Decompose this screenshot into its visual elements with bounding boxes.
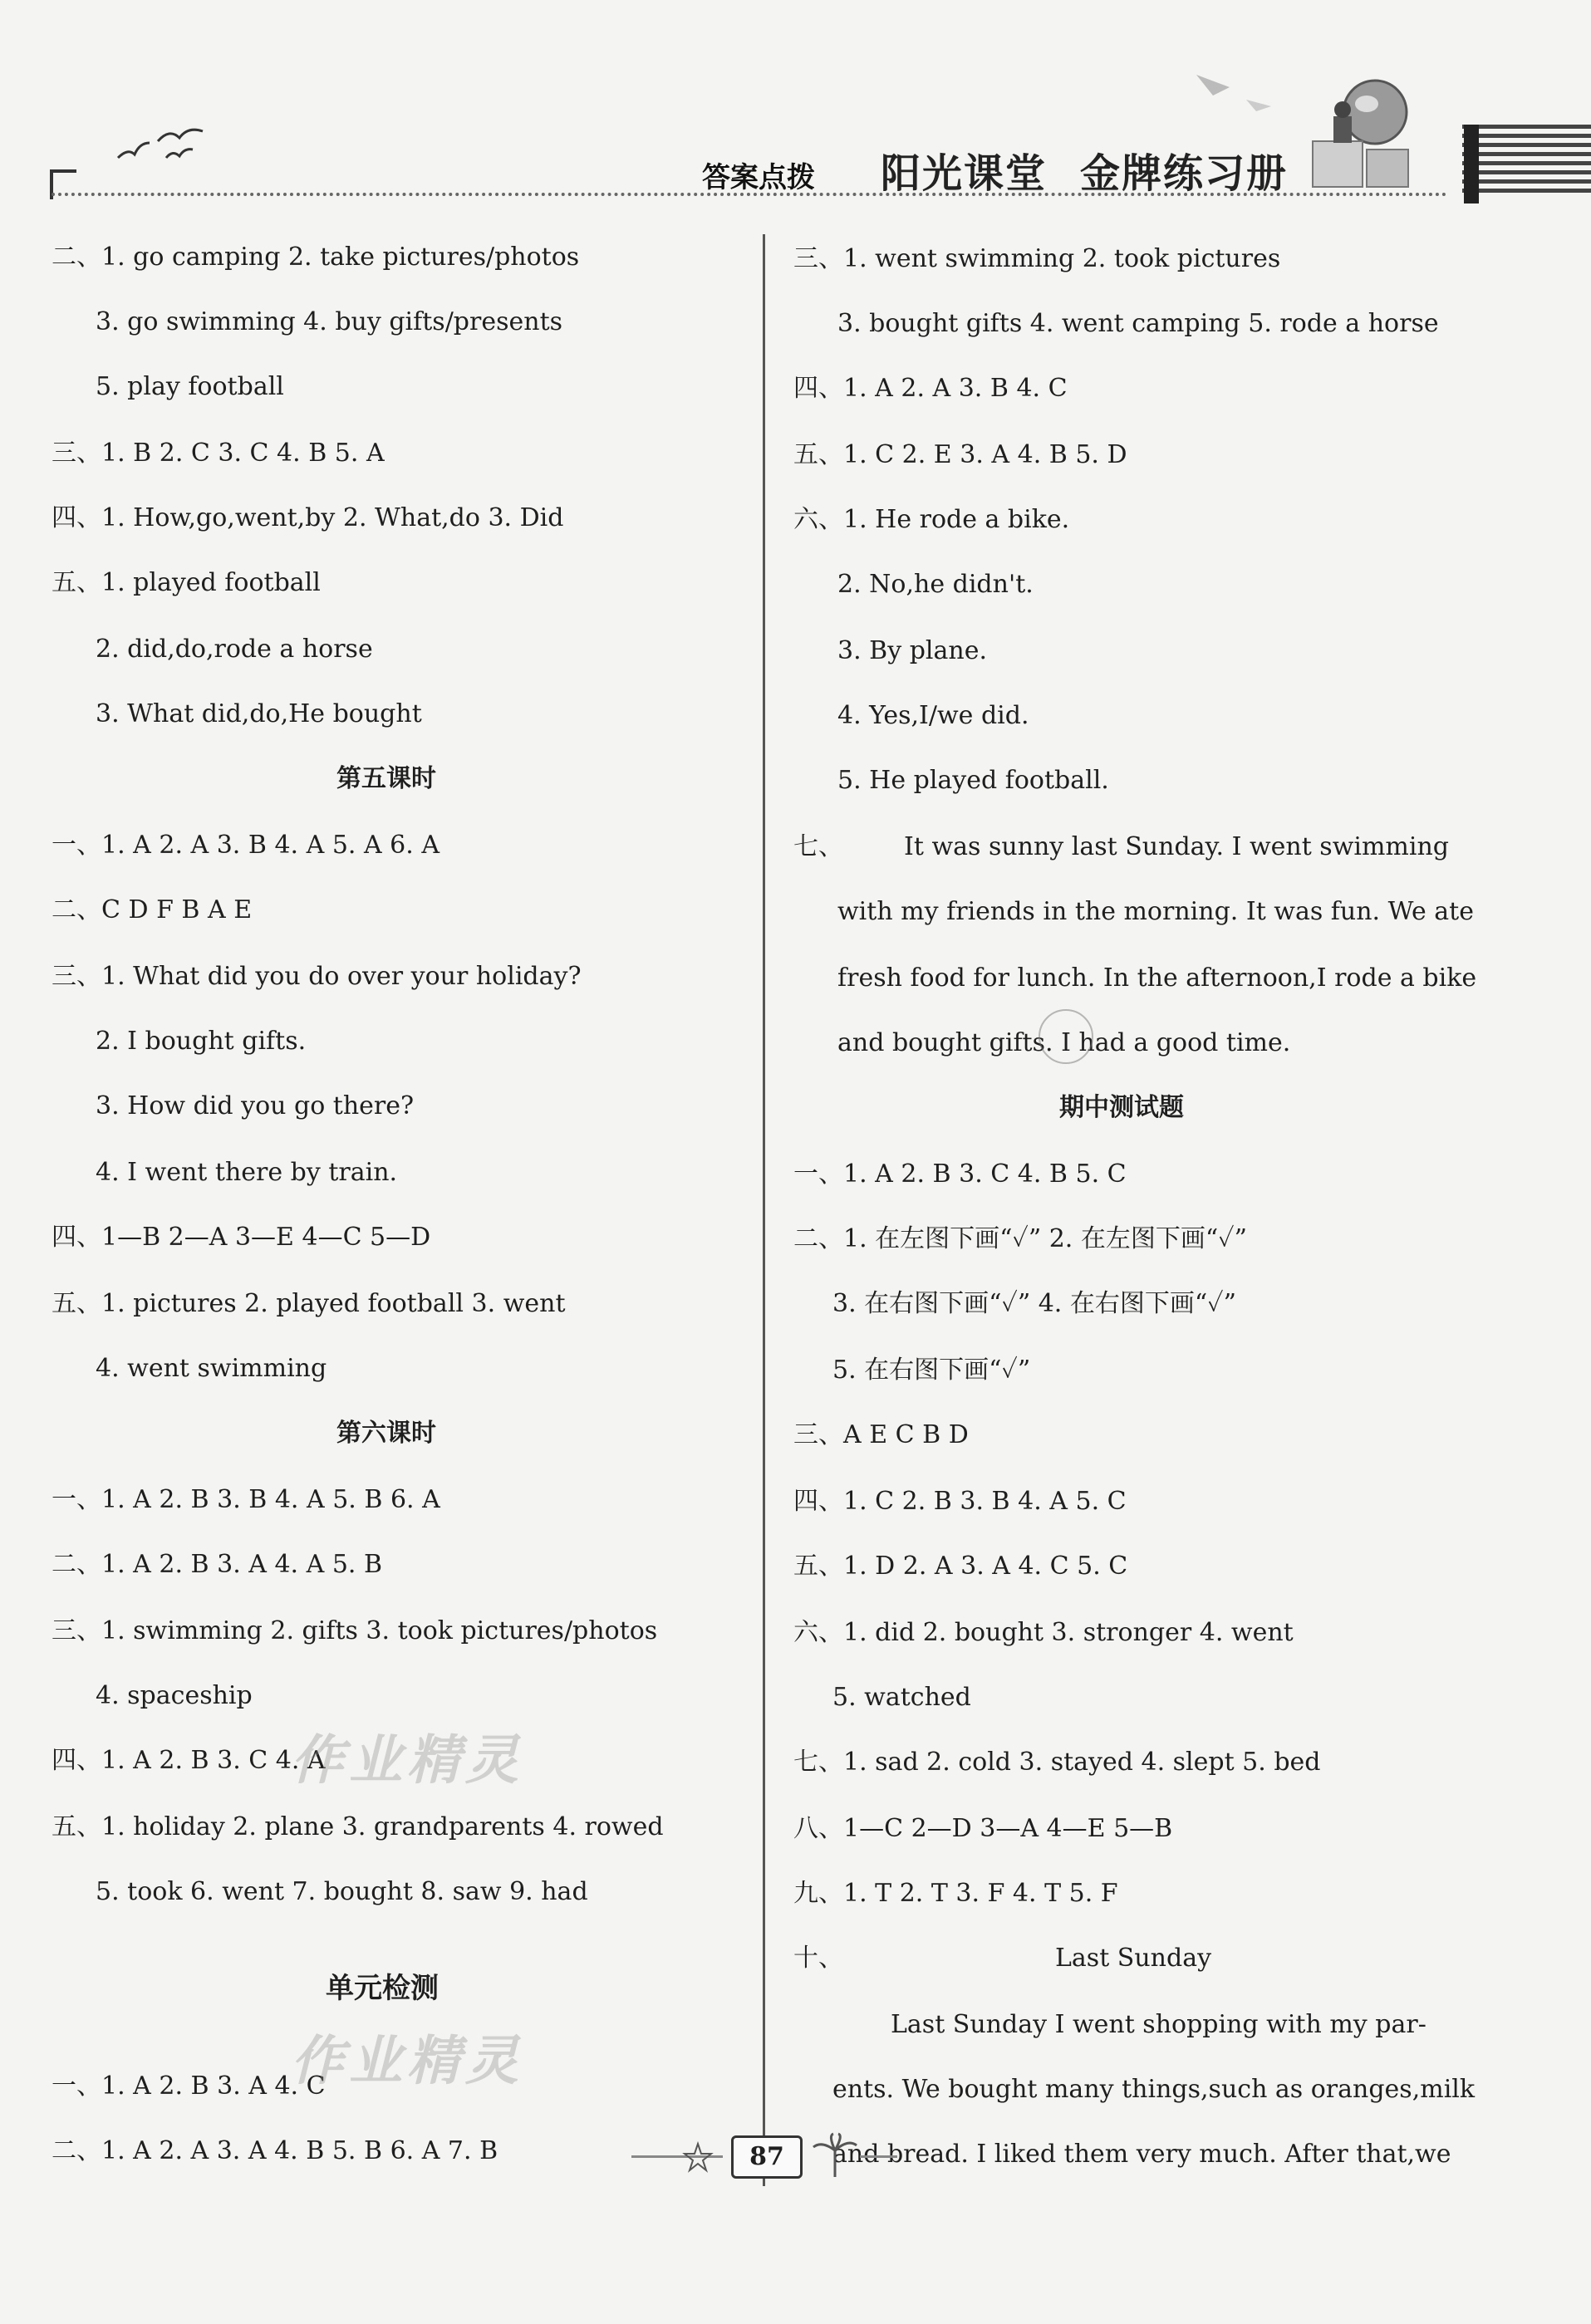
answer-line: 3. How did you go there? xyxy=(96,1091,415,1120)
answer-line: 2. did,do,rode a horse xyxy=(96,635,373,664)
answer-line: 二、C D F B A E xyxy=(52,895,253,924)
essay-line: Last Sunday I went shopping with my par- xyxy=(891,2010,1426,2039)
brand-title-part1: 阳光课堂 xyxy=(881,150,1048,197)
answer-line: 5. He played football. xyxy=(837,766,1109,795)
section-heading: 第五课时 xyxy=(336,764,436,793)
answer-line: 4. went swimming xyxy=(96,1354,327,1383)
answer-line: 3. 在右图下画“✓” 4. 在右图下画“✓” xyxy=(832,1289,1236,1318)
answer-line: 二、1. A 2. A 3. A 4. B 5. B 6. A 7. B xyxy=(52,2136,498,2165)
answer-line: 十、 xyxy=(793,1944,843,1973)
answer-line: 四、1. A 2. A 3. B 4. C xyxy=(793,374,1068,403)
watermark: 作业精灵 xyxy=(291,2030,523,2092)
answer-line: 五、1. C 2. E 3. A 4. B 5. D xyxy=(793,440,1127,469)
answer-line: 一、1. A 2. B 3. C 4. B 5. C xyxy=(793,1160,1127,1189)
answer-line: 2. I bought gifts. xyxy=(96,1027,307,1056)
answer-line: 3. bought gifts 4. went camping 5. rode a horse xyxy=(837,309,1439,338)
answer-line: 3. go swimming 4. buy gifts/presents xyxy=(96,307,563,336)
answer-line: 一、1. A 2. B 3. B 4. A 5. B 6. A xyxy=(52,1485,440,1514)
answer-line: 5. 在右图下画“✓” xyxy=(832,1356,1031,1385)
section-tag: 答案点拨 xyxy=(702,161,815,194)
answer-line: 三、1. swimming 2. gifts 3. took pictures/photos xyxy=(52,1616,658,1645)
answer-line: 一、1. A 2. B 3. A 4. C xyxy=(52,2071,326,2101)
answer-line: 5. took 6. went 7. bought 8. saw 9. had xyxy=(96,1877,588,1906)
answer-line: 七、 xyxy=(793,832,843,861)
answer-line: 一、1. A 2. A 3. B 4. A 5. A 6. A xyxy=(52,831,440,860)
answer-line: 三、A E C B D xyxy=(793,1420,969,1449)
essay-line: It was sunny last Sunday. I went swimming xyxy=(904,832,1449,861)
essay-title: Last Sunday xyxy=(1055,1944,1212,1973)
header-edge-lines xyxy=(1462,125,1591,203)
answer-line: 四、1. C 2. B 3. B 4. A 5. C xyxy=(793,1487,1127,1516)
star-ornament-icon xyxy=(681,2140,714,2174)
stamp-seal-icon xyxy=(1039,1009,1093,1064)
answer-line: 二、1. A 2. B 3. A 4. A 5. B xyxy=(52,1550,383,1579)
page-number: 87 xyxy=(731,2135,803,2179)
header-edge-block xyxy=(1464,125,1479,203)
answer-line: 3. By plane. xyxy=(837,636,987,665)
answer-line: 三、1. What did you do over your holiday? xyxy=(52,962,582,991)
answer-line: 四、1. A 2. B 3. C 4. A xyxy=(52,1746,326,1775)
answer-line: 五、1. pictures 2. played football 3. went xyxy=(52,1289,566,1318)
column-divider xyxy=(763,234,765,2186)
brand-title-part2: 金牌练习册 xyxy=(1080,150,1289,197)
answer-line: 四、1—B 2—A 3—E 4—C 5—D xyxy=(52,1223,431,1252)
section-heading: 期中测试题 xyxy=(1059,1093,1184,1122)
answer-line: 八、1—C 2—D 3—A 4—E 5—B xyxy=(793,1814,1173,1843)
answer-line: 三、1. went swimming 2. took pictures xyxy=(793,244,1281,273)
answer-line: 九、1. T 2. T 3. F 4. T 5. F xyxy=(793,1879,1118,1908)
answer-line: 二、1. go camping 2. take pictures/photos xyxy=(52,243,580,272)
essay-line: and bought gifts. I had a good time. xyxy=(837,1028,1291,1057)
globe-illustration-icon xyxy=(1180,50,1454,199)
answer-line: 4. Yes,I/we did. xyxy=(837,701,1029,730)
answer-line: 3. What did,do,He bought xyxy=(96,699,422,728)
footer-rule-right xyxy=(860,2155,897,2158)
answer-line: 4. I went there by train. xyxy=(96,1158,398,1187)
essay-line: fresh food for lunch. In the afternoon,I rode a bike xyxy=(837,963,1477,993)
essay-line: with my friends in the morning. It was fun. We ate xyxy=(837,897,1474,926)
answer-line: 三、1. B 2. C 3. C 4. B 5. A xyxy=(52,439,385,468)
palm-ornament-icon xyxy=(810,2132,860,2179)
answer-line: 七、1. sad 2. cold 3. stayed 4. slept 5. bed xyxy=(793,1748,1321,1777)
answer-line: 5. watched xyxy=(832,1683,971,1712)
essay-line: ents. We bought many things,such as oranges,milk xyxy=(832,2075,1476,2104)
answer-line: 5. play football xyxy=(96,372,284,401)
answer-line: 2. No,he didn't. xyxy=(837,570,1034,599)
answer-line: 六、1. did 2. bought 3. stronger 4. went xyxy=(793,1618,1294,1647)
birds-icon xyxy=(116,125,208,174)
answer-line: 四、1. How,go,went,by 2. What,do 3. Did xyxy=(52,503,564,532)
section-heading: 单元检测 xyxy=(326,1972,439,2005)
watermark: 作业精灵 xyxy=(291,1729,523,1792)
section-heading: 第六课时 xyxy=(336,1419,436,1448)
answer-line: 4. spaceship xyxy=(96,1681,253,1710)
answer-line: 二、1. 在左图下画“✓” 2. 在左图下画“✓” xyxy=(793,1224,1247,1253)
answer-line: 五、1. played football xyxy=(52,568,321,597)
answer-line: 五、1. D 2. A 3. A 4. C 5. C xyxy=(793,1552,1128,1581)
answer-line: 六、1. He rode a bike. xyxy=(793,505,1070,534)
page-header xyxy=(0,0,1591,216)
essay-line: and bread. I liked them very much. After that,we xyxy=(832,2140,1451,2169)
answer-line: 五、1. holiday 2. plane 3. grandparents 4. rowed xyxy=(52,1812,664,1841)
page-footer xyxy=(631,2130,897,2180)
